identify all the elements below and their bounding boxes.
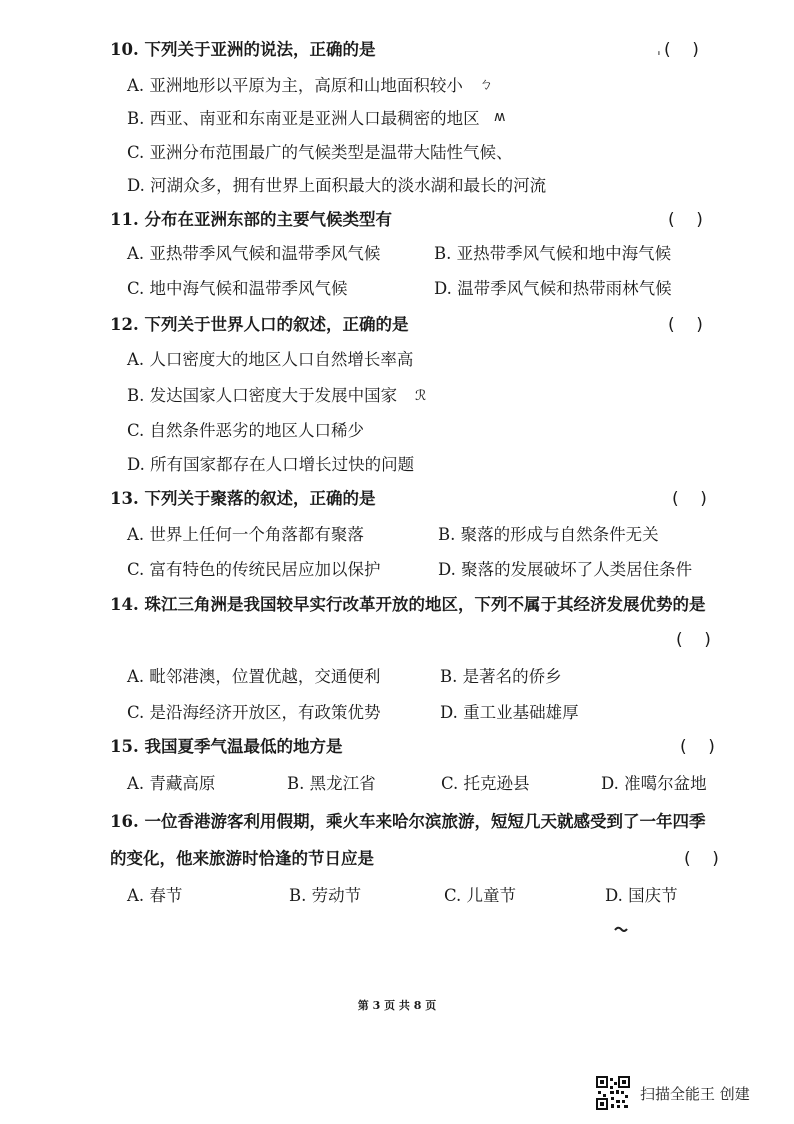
pen-mark-scribble: ℛ	[415, 388, 427, 404]
question-12-answer-paren: ( )	[668, 315, 703, 335]
question-16-answer-paren: ( )	[684, 849, 719, 869]
pen-mark-check: ㄅ	[479, 77, 493, 93]
question-14-stem: 14. 珠江三角洲是我国较早实行改革开放的地区，下列不属于其经济发展优势的是	[110, 595, 706, 614]
question-15-option-d: D. 准噶尔盆地	[601, 774, 707, 793]
question-13-option-a: A. 世界上任何一个角落都有聚落	[127, 525, 364, 544]
question-12-option-d: D. 所有国家都存在人口增长过快的问题	[127, 455, 415, 474]
question-13-option-c: C. 富有特色的传统民居应加以保护	[127, 560, 381, 579]
question-10-option-d: D. 河湖众多，拥有世界上面积最大的淡水湖和最长的河流	[127, 176, 547, 195]
question-10-option-c: C. 亚洲分布范围最广的气候类型是温带大陆性气候、	[127, 143, 513, 162]
question-15-option-c: C. 托克逊县	[441, 774, 530, 793]
question-11-option-a: A. 亚热带季风气候和温带季风气候	[127, 244, 381, 263]
question-11-answer-paren: ( )	[668, 210, 703, 230]
ink-smudge	[614, 925, 628, 935]
question-13-answer-paren: ( )	[672, 489, 707, 509]
pen-mark-cross: ʍ	[494, 109, 506, 125]
question-13-option-d: D. 聚落的发展破坏了人类居住条件	[438, 560, 693, 579]
question-15-answer-paren: ( )	[680, 737, 715, 757]
pen-mark-dot: ˌ	[657, 41, 661, 57]
question-11-option-b: B. 亚热带季风气候和地中海气候	[434, 244, 672, 263]
question-10-option-a: A. 亚洲地形以平原为主，高原和山地面积较小	[127, 76, 463, 95]
question-15-stem: 15. 我国夏季气温最低的地方是	[110, 737, 343, 756]
question-10-stem: 10. 下列关于亚洲的说法，正确的是	[110, 40, 376, 59]
question-13-option-b: B. 聚落的形成与自然条件无关	[438, 525, 659, 544]
question-16-option-d: D. 国庆节	[605, 886, 678, 905]
question-14-option-a: A. 毗邻港澳，位置优越，交通便利	[127, 667, 381, 686]
question-16-option-b: B. 劳动节	[289, 886, 362, 905]
question-16-stem: 16. 一位香港游客利用假期，乘火车来哈尔滨旅游，短短几天就感受到了一年四季	[110, 812, 706, 831]
question-15-option-a: A. 青藏高原	[127, 774, 216, 793]
question-12-option-a: A. 人口密度大的地区人口自然增长率高	[127, 350, 414, 369]
question-13-stem: 13. 下列关于聚落的叙述，正确的是	[110, 489, 376, 508]
qr-code-icon	[596, 1076, 630, 1110]
question-10-answer-paren: ( )	[664, 40, 699, 60]
question-16-option-a: A. 春节	[127, 886, 183, 905]
question-14-option-d: D. 重工业基础雄厚	[440, 703, 579, 722]
question-15-option-b: B. 黑龙江省	[287, 774, 376, 793]
question-11-option-c: C. 地中海气候和温带季风气候	[127, 279, 348, 298]
question-11-stem: 11. 分布在亚洲东部的主要气候类型有	[110, 210, 392, 229]
scanner-app-watermark: 扫描全能王 创建	[640, 1085, 750, 1103]
question-10-option-b: B. 西亚、南亚和东南亚是亚洲人口最稠密的地区	[127, 109, 480, 128]
question-16-stem-continued: 的变化，他来旅游时恰逢的节日应是	[110, 849, 374, 868]
page-number-footer: 第 3 页 共 8 页	[357, 999, 437, 1012]
question-14-option-c: C. 是沿海经济开放区，有政策优势	[127, 703, 381, 722]
question-12-stem: 12. 下列关于世界人口的叙述，正确的是	[110, 315, 409, 334]
question-12-option-c: C. 自然条件恶劣的地区人口稀少	[127, 421, 365, 440]
question-14-option-b: B. 是著名的侨乡	[440, 667, 562, 686]
question-14-answer-paren: ( )	[676, 630, 711, 650]
question-11-option-d: D. 温带季风气候和热带雨林气候	[434, 279, 672, 298]
question-16-option-c: C. 儿童节	[444, 886, 517, 905]
question-12-option-b: B. 发达国家人口密度大于发展中国家	[127, 386, 398, 405]
